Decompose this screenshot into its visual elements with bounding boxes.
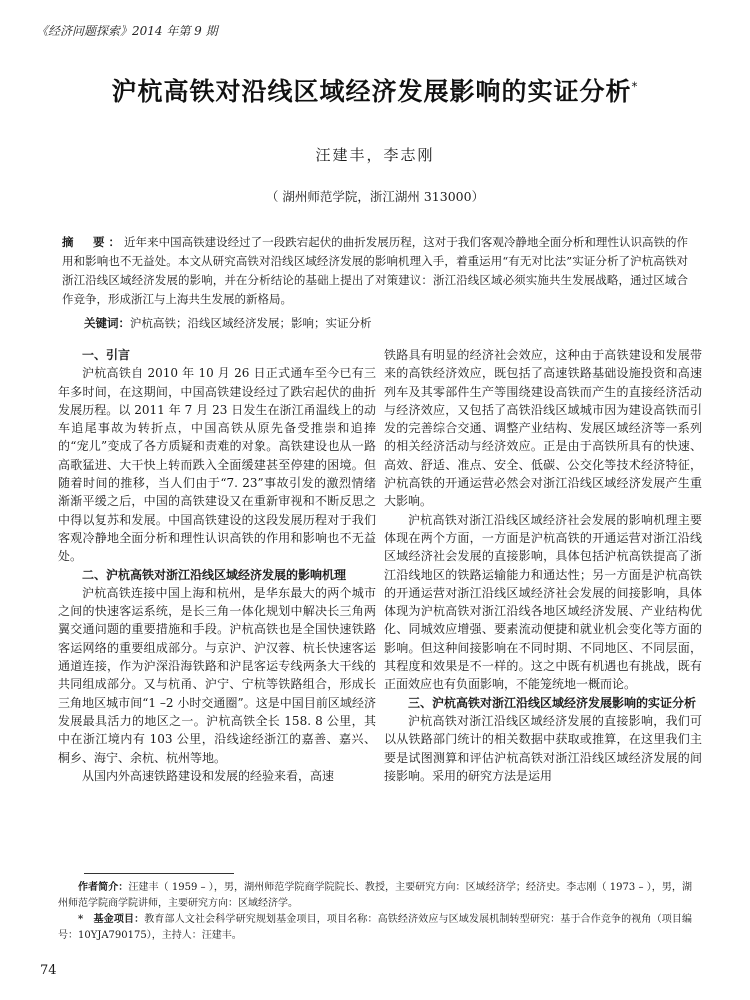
body-paragraph: 沪杭高铁自 2010 年 10 月 26 日正式通车至今已有三年多时间，在这期间，中国高铁建设经过了跌宕起伏的曲折发展历程。以 2011 年 7 月 23 日发生在浙江甬温线上的动车追尾事故为转折点，中国高铁从原先备受推崇和追捧的“宠儿”变成了各方质疑和责难的对象。高铁建设也从一路高歌猛进、大干快上转而跌入全面缓建甚至停建的困境。但随着时间的推移，当人们由于“7. 23”事故引发的激烈情绪渐渐平缓之后，中国的高铁建设又在重新审视和不断反思之中得以复苏和发展。中国高铁建设的这段发展历程对于我们客观冷静地全面分析和理性认识高铁的作用和影响也不无益处。 bbox=[58, 366, 376, 564]
right-column bbox=[384, 346, 702, 785]
left-column bbox=[58, 346, 376, 785]
abstract-label: 摘 要： bbox=[62, 235, 125, 249]
keywords-text: 沪杭高铁；沿线区域经济发展；影响；实证分析 bbox=[130, 316, 372, 330]
footnote-fund bbox=[58, 912, 692, 944]
footnote-fund-text: 教育部人文社会科学研究规划基金项目，项目名称：高铁经济效应与区域发展机制转型研究：基于合作竞争的视角（项目编号：10YJA790175），主持人：汪建丰。 bbox=[58, 914, 693, 941]
body-paragraph: 沪杭高铁对浙江沿线区域经济社会发展的影响机理主要体现在两个方面，一方面是沪杭高铁的开通运营对浙江沿线区域经济社会发展的直接影响，具体包括沪杭高铁提高了浙江沿线地区的铁路运输能力和通达性；另一方面是沪杭高铁的开通运营对浙江沿线区域经济社会发展的间接影响，具体体现为沪杭高铁对浙江沿线各地区域经济发展、产业结构优化、同城效应增强、要素流动便捷和就业机会变化等方面的影响。但这种间接影响在不同时期、不同地区、不同层面，其程度和效果是不一样的。这之中既有机遇也有挑战，既有正面效应也有负面影响，不能笼统地一概而论。 bbox=[384, 512, 702, 692]
keywords bbox=[84, 315, 372, 331]
title-footnote-mark: * bbox=[631, 79, 639, 94]
paper-title bbox=[0, 72, 750, 108]
footnote-author-label: 作者简介： bbox=[78, 882, 129, 893]
body-paragraph: 铁路具有明显的经济社会效应，这种由于高铁建设和发展带来的高铁经济效应，既包括了高速铁路基础设施投资和高速列车及其零部件生产等围绕建设高铁而产生的直接经济活动与经济效应，又包括了高铁沿线区域城市因为建设高铁而引发的完善综合交通、调整产业结构、发展区域经济等一系列的相关经济活动与经济效应。正是由于高铁所具有的快速、高效、舒适、准点、安全、低碳、公交化等技术经济特征，沪杭高铁的开通运营必然会对浙江沿线区域经济发展产生重大影响。 bbox=[384, 348, 702, 509]
footnote-author bbox=[58, 880, 692, 912]
affiliation: （ 湖州师范学院，浙江湖州 313000） bbox=[265, 189, 485, 204]
keywords-label: 关键词： bbox=[84, 316, 130, 330]
section-heading: 三、沪杭高铁对浙江沿线区域经济发展影响的实证分析 bbox=[408, 695, 697, 710]
paper-title-text: 沪杭高铁对沿线区域经济发展影响的实证分析 bbox=[111, 77, 632, 106]
abstract-text: 近年来中国高铁建设经过了一段跌宕起伏的曲折发展历程，这对于我们客观冷静地全面分析和理性认识高铁的作用和影响也不无益处。本文从研究高铁对沿线区域经济发展的影响机理入手，着重运用“有无对比法”实证分析了沪杭高铁对浙江沿线区域经济发展的影响，并在分析结论的基础上提出了对策建议：浙江沿线区域必须实施共生发展战略，通过区域合作竞争，形成浙江与上海共生发展的新格局。 bbox=[62, 235, 689, 306]
abstract bbox=[62, 233, 688, 309]
page-number: 74 bbox=[40, 963, 57, 978]
journal-header: 《经济问题探索》2014 年第 9 期 bbox=[36, 24, 218, 38]
section-heading: 二、沪杭高铁对浙江沿线区域经济发展的影响机理 bbox=[82, 567, 347, 582]
footnotes bbox=[58, 880, 692, 944]
footnote-fund-label: * 基金项目： bbox=[78, 914, 145, 925]
footnote-divider bbox=[84, 873, 234, 874]
body-paragraph: 从国内外高速铁路建设和发展的经验来看，高速 bbox=[82, 768, 335, 783]
body-paragraph: 沪杭高铁连接中国上海和杭州，是华东最大的两个城市之间的快速客运系统，是长三角一体化规划中解决长三角两翼交通问题的重要措施和手段。沪杭高铁也是全国快速铁路客运网络的重要组成部分。与京沪、沪汉蓉、杭长快速客运通道连接，作为沪深沿海铁路和沪昆客运专线两条大干线的共同组成部分。又与杭甬、沪宁、宁杭等铁路组合，形成长三角地区城市间“1 –2 小时交通圈”。这是中国目前区域经济发展最具活力的地区之一。沪杭高铁全长 158. 8 公里，其中在浙江境内有 103 公里，沿线途经浙江的嘉善、嘉兴、桐乡、海宁、余杭、杭州等地。 bbox=[58, 585, 376, 765]
footnote-author-text: 汪建丰（ 1959 – ），男，湖州师范学院商学院院长、教授，主要研究方向：区域经济学；经济史。李志刚（ 1973 – ），男，湖州师范学院商学院讲师，主要研究方向：区域经济学。 bbox=[58, 882, 692, 909]
authors: 汪建丰，李志刚 bbox=[315, 146, 435, 164]
section-heading: 一、引言 bbox=[82, 348, 131, 362]
body-paragraph: 沪杭高铁对浙江沿线区域经济发展的直接影响，我们可以从铁路部门统计的相关数据中获取或推算，在这里我们主要是试图测算和评估沪杭高铁对浙江沿线区域经济发展的间接影响。采用的研究方法是运用 bbox=[384, 713, 702, 783]
